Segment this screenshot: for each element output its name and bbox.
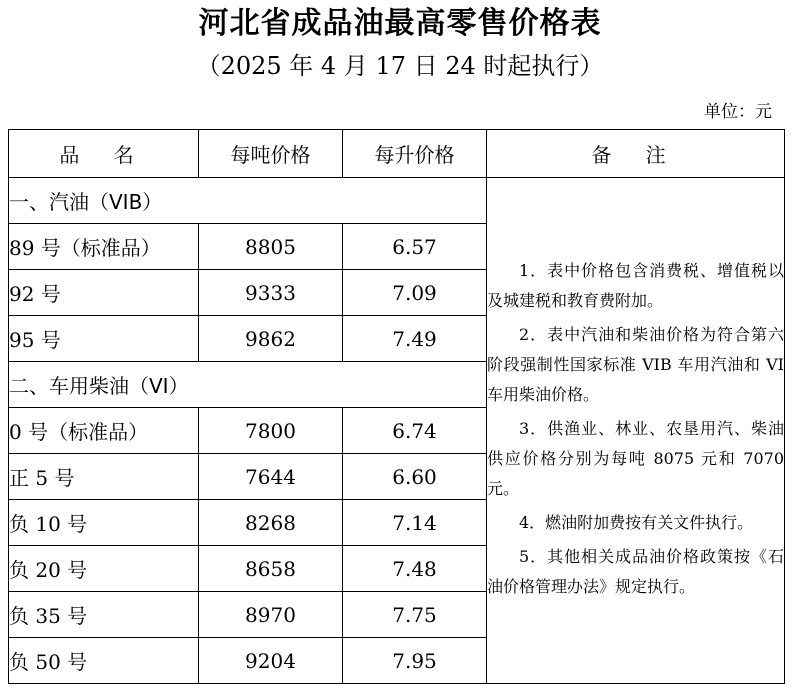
price-per-ton: 8805 xyxy=(199,224,343,270)
price-per-ton: 9862 xyxy=(199,316,343,362)
header-per-ton: 每吨价格 xyxy=(199,130,343,178)
price-per-liter: 6.60 xyxy=(343,454,487,500)
section-row-gasoline xyxy=(9,178,785,224)
price-per-ton: 8970 xyxy=(199,592,343,638)
remark-item: 4．燃油附加费按有关文件执行。 xyxy=(519,512,754,532)
price-per-ton: 9204 xyxy=(199,638,343,684)
product-name: 负 10 号 xyxy=(9,500,199,546)
table-header-row xyxy=(9,130,785,178)
product-name: 89 号（标准品） xyxy=(9,224,199,270)
price-per-liter: 7.95 xyxy=(343,638,487,684)
price-per-liter: 7.09 xyxy=(343,270,487,316)
product-name: 95 号 xyxy=(9,316,199,362)
price-per-liter: 6.57 xyxy=(343,224,487,270)
header-remarks: 备 注 xyxy=(487,130,785,178)
remark-item: 1．表中价格包含消费税、增值税以及城建税和教育费附加。 xyxy=(487,260,784,310)
price-per-ton: 9333 xyxy=(199,270,343,316)
price-per-liter: 7.75 xyxy=(343,592,487,638)
price-per-ton: 7800 xyxy=(199,408,343,454)
header-name: 品 名 xyxy=(9,130,199,178)
effective-date-subtitle: （2025 年 4 月 17 日 24 时起执行） xyxy=(196,52,604,80)
section-label-diesel: 二、车用柴油（VI） xyxy=(9,362,487,408)
price-per-ton: 8658 xyxy=(199,546,343,592)
price-table xyxy=(8,129,785,684)
price-per-liter: 7.48 xyxy=(343,546,487,592)
product-name: 负 35 号 xyxy=(9,592,199,638)
remark-item: 5．其他相关成品油价格政策按《石油价格管理办法》规定执行。 xyxy=(487,546,784,596)
price-per-liter: 7.49 xyxy=(343,316,487,362)
unit-label: 单位：元 xyxy=(704,102,772,122)
remark-item: 3．供渔业、林业、农垦用汽、柴油供应价格分别为每吨 8075 元和 7070 元。 xyxy=(487,418,784,498)
product-name: 92 号 xyxy=(9,270,199,316)
product-name: 负 50 号 xyxy=(9,638,199,684)
header-per-liter: 每升价格 xyxy=(343,130,487,178)
price-per-liter: 7.14 xyxy=(343,500,487,546)
price-per-ton: 8268 xyxy=(199,500,343,546)
product-name: 正 5 号 xyxy=(9,454,199,500)
remarks-cell xyxy=(487,178,785,684)
document-title: 河北省成品油最高零售价格表 xyxy=(198,6,602,41)
product-name: 0 号（标准品） xyxy=(9,408,199,454)
product-name: 负 20 号 xyxy=(9,546,199,592)
price-per-liter: 6.74 xyxy=(343,408,487,454)
price-per-ton: 7644 xyxy=(199,454,343,500)
remark-item: 2．表中汽油和柴油价格为符合第六阶段强制性国家标准 VIB 车用汽油和 VI 车用柴油价格。 xyxy=(487,324,784,404)
section-label-gasoline: 一、汽油（VIB） xyxy=(9,178,487,224)
